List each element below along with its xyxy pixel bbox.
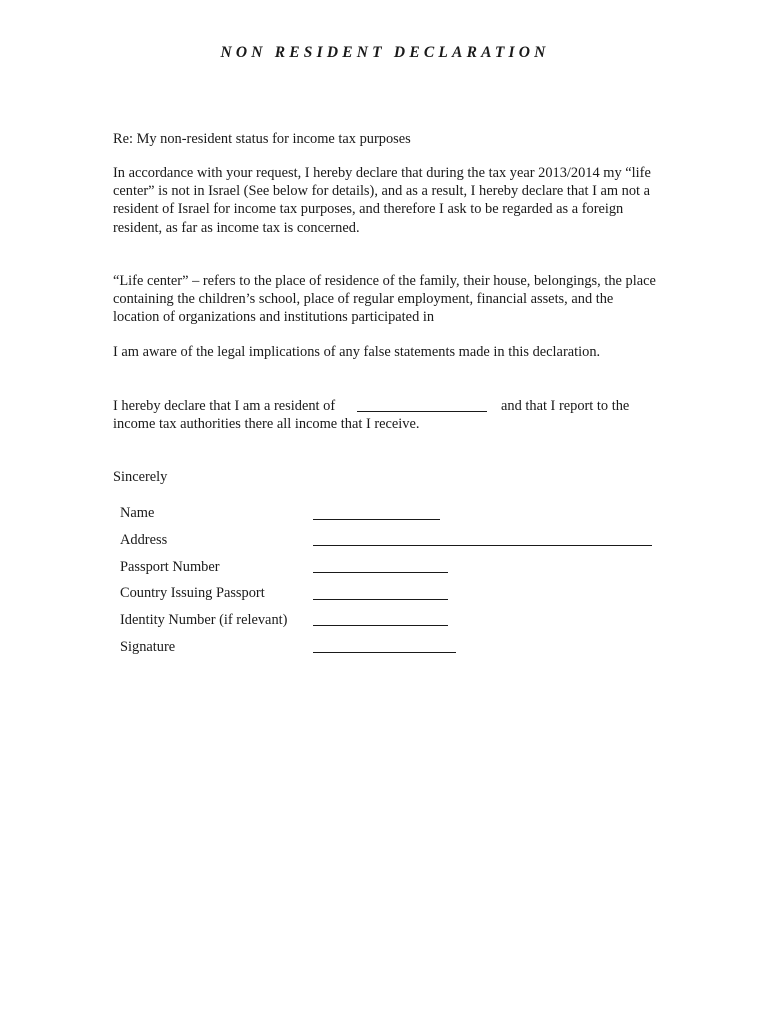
document-title: NON RESIDENT DECLARATION (220, 44, 550, 61)
country-issuing-passport-blank[interactable] (313, 599, 448, 600)
residence-country-blank[interactable] (357, 411, 487, 412)
residence-statement-suffix: and that I report to the (501, 398, 630, 414)
address-label: Address (120, 532, 168, 548)
legal-implications-paragraph: I am aware of the legal implications of any false statements made in this declaration. (113, 344, 601, 360)
signature-blank[interactable] (313, 652, 456, 653)
identity-number-blank[interactable] (313, 625, 448, 626)
name-blank[interactable] (313, 519, 440, 520)
address-blank[interactable] (313, 545, 652, 546)
subject-line: Re: My non-resident status for income tax purposes (113, 131, 411, 147)
residence-statement-prefix: I hereby declare that I am a resident of (113, 398, 336, 414)
identity-number-label: Identity Number (if relevant) (120, 612, 288, 628)
closing-salutation: Sincerely (113, 469, 168, 485)
country-issuing-passport-label: Country Issuing Passport (120, 585, 265, 601)
passport-number-blank[interactable] (313, 572, 448, 573)
life-center-definition-paragraph: “Life center” – refers to the place of residence of the family, their house, belongings, the place containing the children’s school, place of regular employment, financial assets, and the location of organizations and institutions participated in (113, 273, 656, 326)
residence-statement-continuation: income tax authorities there all income that I receive. (113, 416, 420, 432)
declaration-paragraph: In accordance with your request, I hereby declare that during the tax year 2013/2014 my “life center” is not in Israel (See below for details), and as a result, I hereby declare that I am not a resident of Israel for income tax purposes, and therefore I ask to be regarded as a foreign resident, as far as income tax is concerned. (113, 165, 651, 236)
name-label: Name (120, 505, 155, 521)
passport-number-label: Passport Number (120, 559, 220, 575)
signature-label: Signature (120, 639, 176, 655)
